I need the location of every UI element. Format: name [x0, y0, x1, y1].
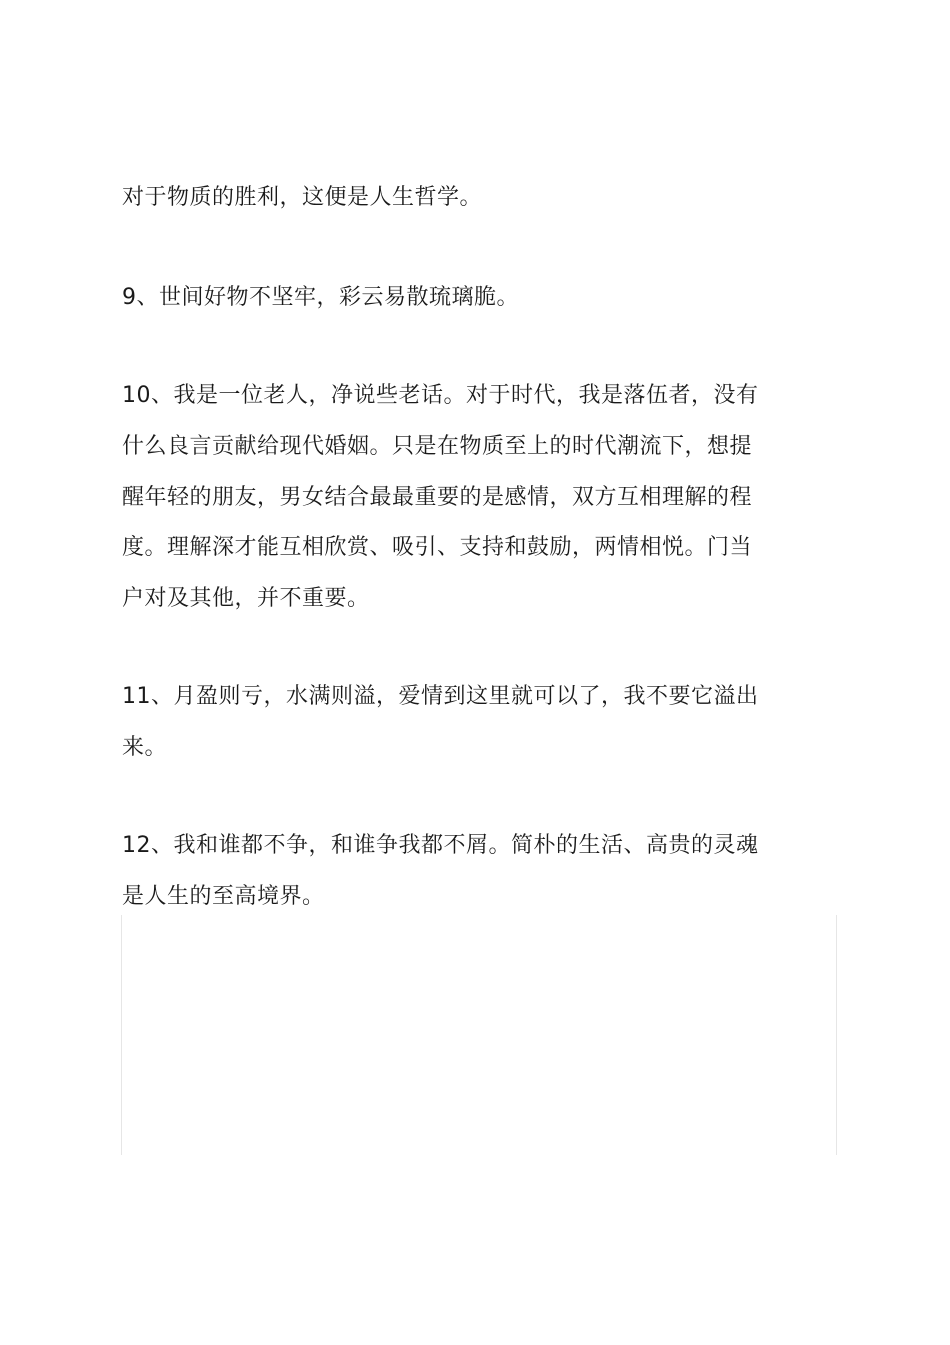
- paragraph-10-line-1: 10、我是一位老人，净说些老话。对于时代，我是落伍者，没有: [122, 383, 759, 408]
- paragraph-10-line-3: 醒年轻的朋友，男女结合最最重要的是感情，双方互相理解的程: [122, 485, 753, 510]
- paragraph-9-line: 9、世间好物不坚牢，彩云易散琉璃脆。: [122, 285, 519, 310]
- paragraph-10-line-5: 户对及其他，并不重要。: [122, 586, 370, 611]
- paragraph-10-line-4: 度。理解深才能互相欣赏、吸引、支持和鼓励，两情相悦。门当: [122, 535, 753, 560]
- paragraph-11-line-2: 来。: [122, 735, 168, 760]
- paragraph-12-line-2: 是人生的至高境界。: [122, 884, 325, 909]
- frame-border-left: [121, 915, 122, 1155]
- paragraph-continuation-line: 对于物质的胜利，这便是人生哲学。: [122, 185, 483, 210]
- paragraph-12-line-1: 12、我和谁都不争，和谁争我都不屑。简朴的生活、高贵的灵魂: [122, 833, 759, 858]
- paragraph-11-line-1: 11、月盈则亏，水满则溢，爱情到这里就可以了，我不要它溢出: [122, 684, 759, 709]
- frame-border-right: [836, 915, 837, 1155]
- paragraph-10-line-2: 什么良言贡献给现代婚姻。只是在物质至上的时代潮流下，想提: [122, 434, 753, 459]
